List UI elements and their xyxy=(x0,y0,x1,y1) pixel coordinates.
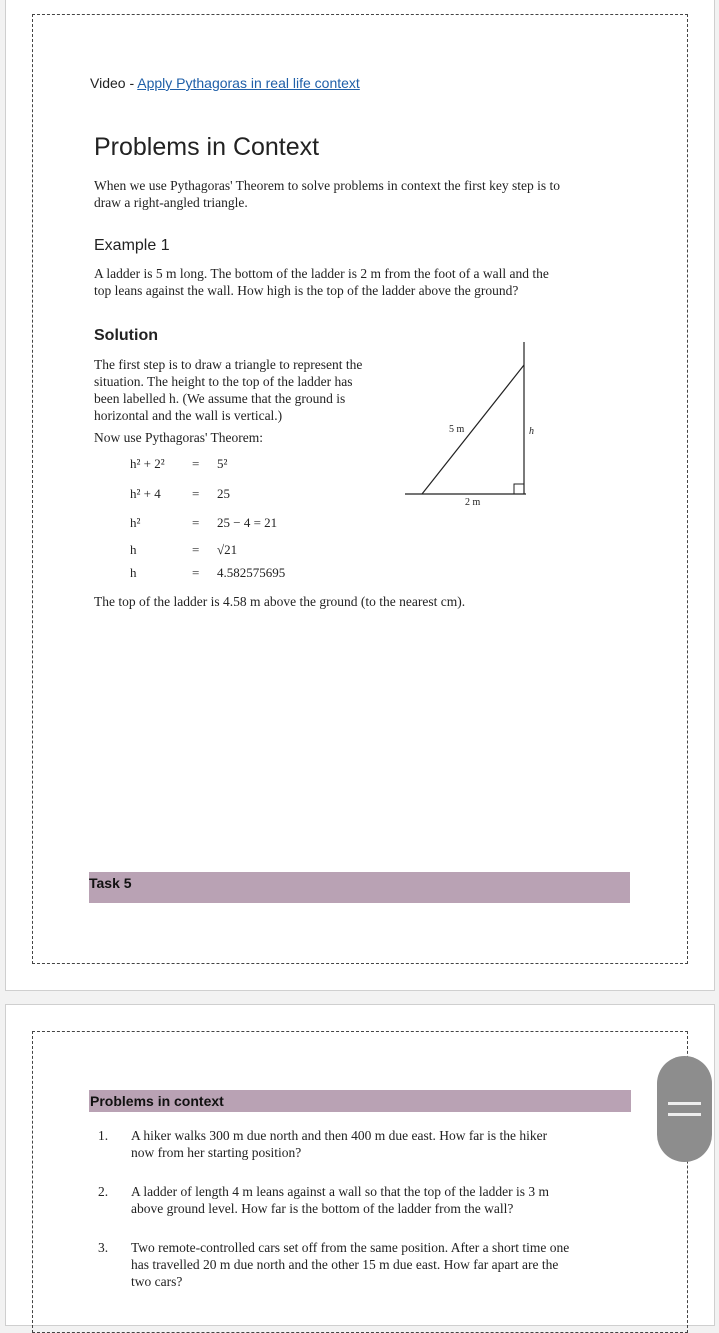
problem-number: 1. xyxy=(98,1128,109,1143)
example-heading: Example 1 xyxy=(94,237,170,254)
solution-heading: Solution xyxy=(94,327,158,344)
task-label: Task 5 xyxy=(89,875,132,891)
conclusion: The top of the ladder is 4.58 m above the ground (to the nearest cm). xyxy=(94,594,466,609)
hyp-label: 5 m xyxy=(449,424,465,435)
problem-text: Two remote-controlled cars set off from the same position. After a short time one has travelled 20 m due north and the other 15 m due east. How far apart are the two cars? xyxy=(131,1240,570,1289)
page-title: Problems in Context xyxy=(94,133,320,161)
eq-right-2: 25 xyxy=(217,486,230,501)
video-label: Video - xyxy=(90,75,138,91)
video-line xyxy=(90,75,360,91)
problems-heading: Problems in context xyxy=(90,1093,224,1109)
grip-line-icon xyxy=(668,1102,701,1105)
eq-right-1: 5² xyxy=(217,456,228,471)
problem-text: A ladder of length 4 m leans against a wall so that the top of the ladder is 3 m above ground level. How far is the bottom of the ladder from the wall? xyxy=(131,1184,550,1216)
eq-left-5: h xyxy=(130,565,137,580)
solution-text: The first step is to draw a triangle to represent the situation. The height to the top of the ladder has been labelled h. (We assume that the ground is horizontal and the wall is vertical.) xyxy=(94,357,363,423)
eq-left-3: h² xyxy=(130,515,141,530)
eq-right-3: 25 − 4 = 21 xyxy=(217,515,278,530)
eq-right-4: √21 xyxy=(217,542,238,557)
scroll-handle[interactable] xyxy=(657,1056,712,1162)
eq-sign: = xyxy=(192,565,200,580)
height-label: h xyxy=(529,426,534,437)
eq-left-2: h² + 4 xyxy=(130,486,161,501)
now-text: Now use Pythagoras' Theorem: xyxy=(94,430,264,445)
eq-sign: = xyxy=(192,456,200,471)
problems-banner xyxy=(89,1090,631,1112)
eq-left-4: h xyxy=(130,542,137,557)
grip-line-icon xyxy=(668,1113,701,1116)
problem-number: 2. xyxy=(98,1184,109,1199)
eq-right-5: 4.582575695 xyxy=(217,565,286,580)
eq-sign: = xyxy=(192,486,200,501)
problem-text: A hiker walks 300 m due north and then 400 m due east. How far is the hiker now from her starting position? xyxy=(131,1128,548,1160)
problem-number: 3. xyxy=(98,1240,109,1255)
eq-left-1: h² + 2² xyxy=(130,456,165,471)
eq-sign: = xyxy=(192,542,200,557)
task-banner xyxy=(89,872,630,903)
triangle-diagram xyxy=(400,340,540,510)
example-text: A ladder is 5 m long. The bottom of the ladder is 2 m from the foot of a wall and the top leans against the wall. How high is the top of the ladder above the ground? xyxy=(94,266,549,298)
intro-text: When we use Pythagoras' Theorem to solve problems in context the first key step is to draw a right-angled triangle. xyxy=(94,178,560,210)
video-link[interactable]: Apply Pythagoras in real life context xyxy=(137,75,360,91)
eq-sign: = xyxy=(192,515,200,530)
base-label: 2 m xyxy=(465,497,481,508)
